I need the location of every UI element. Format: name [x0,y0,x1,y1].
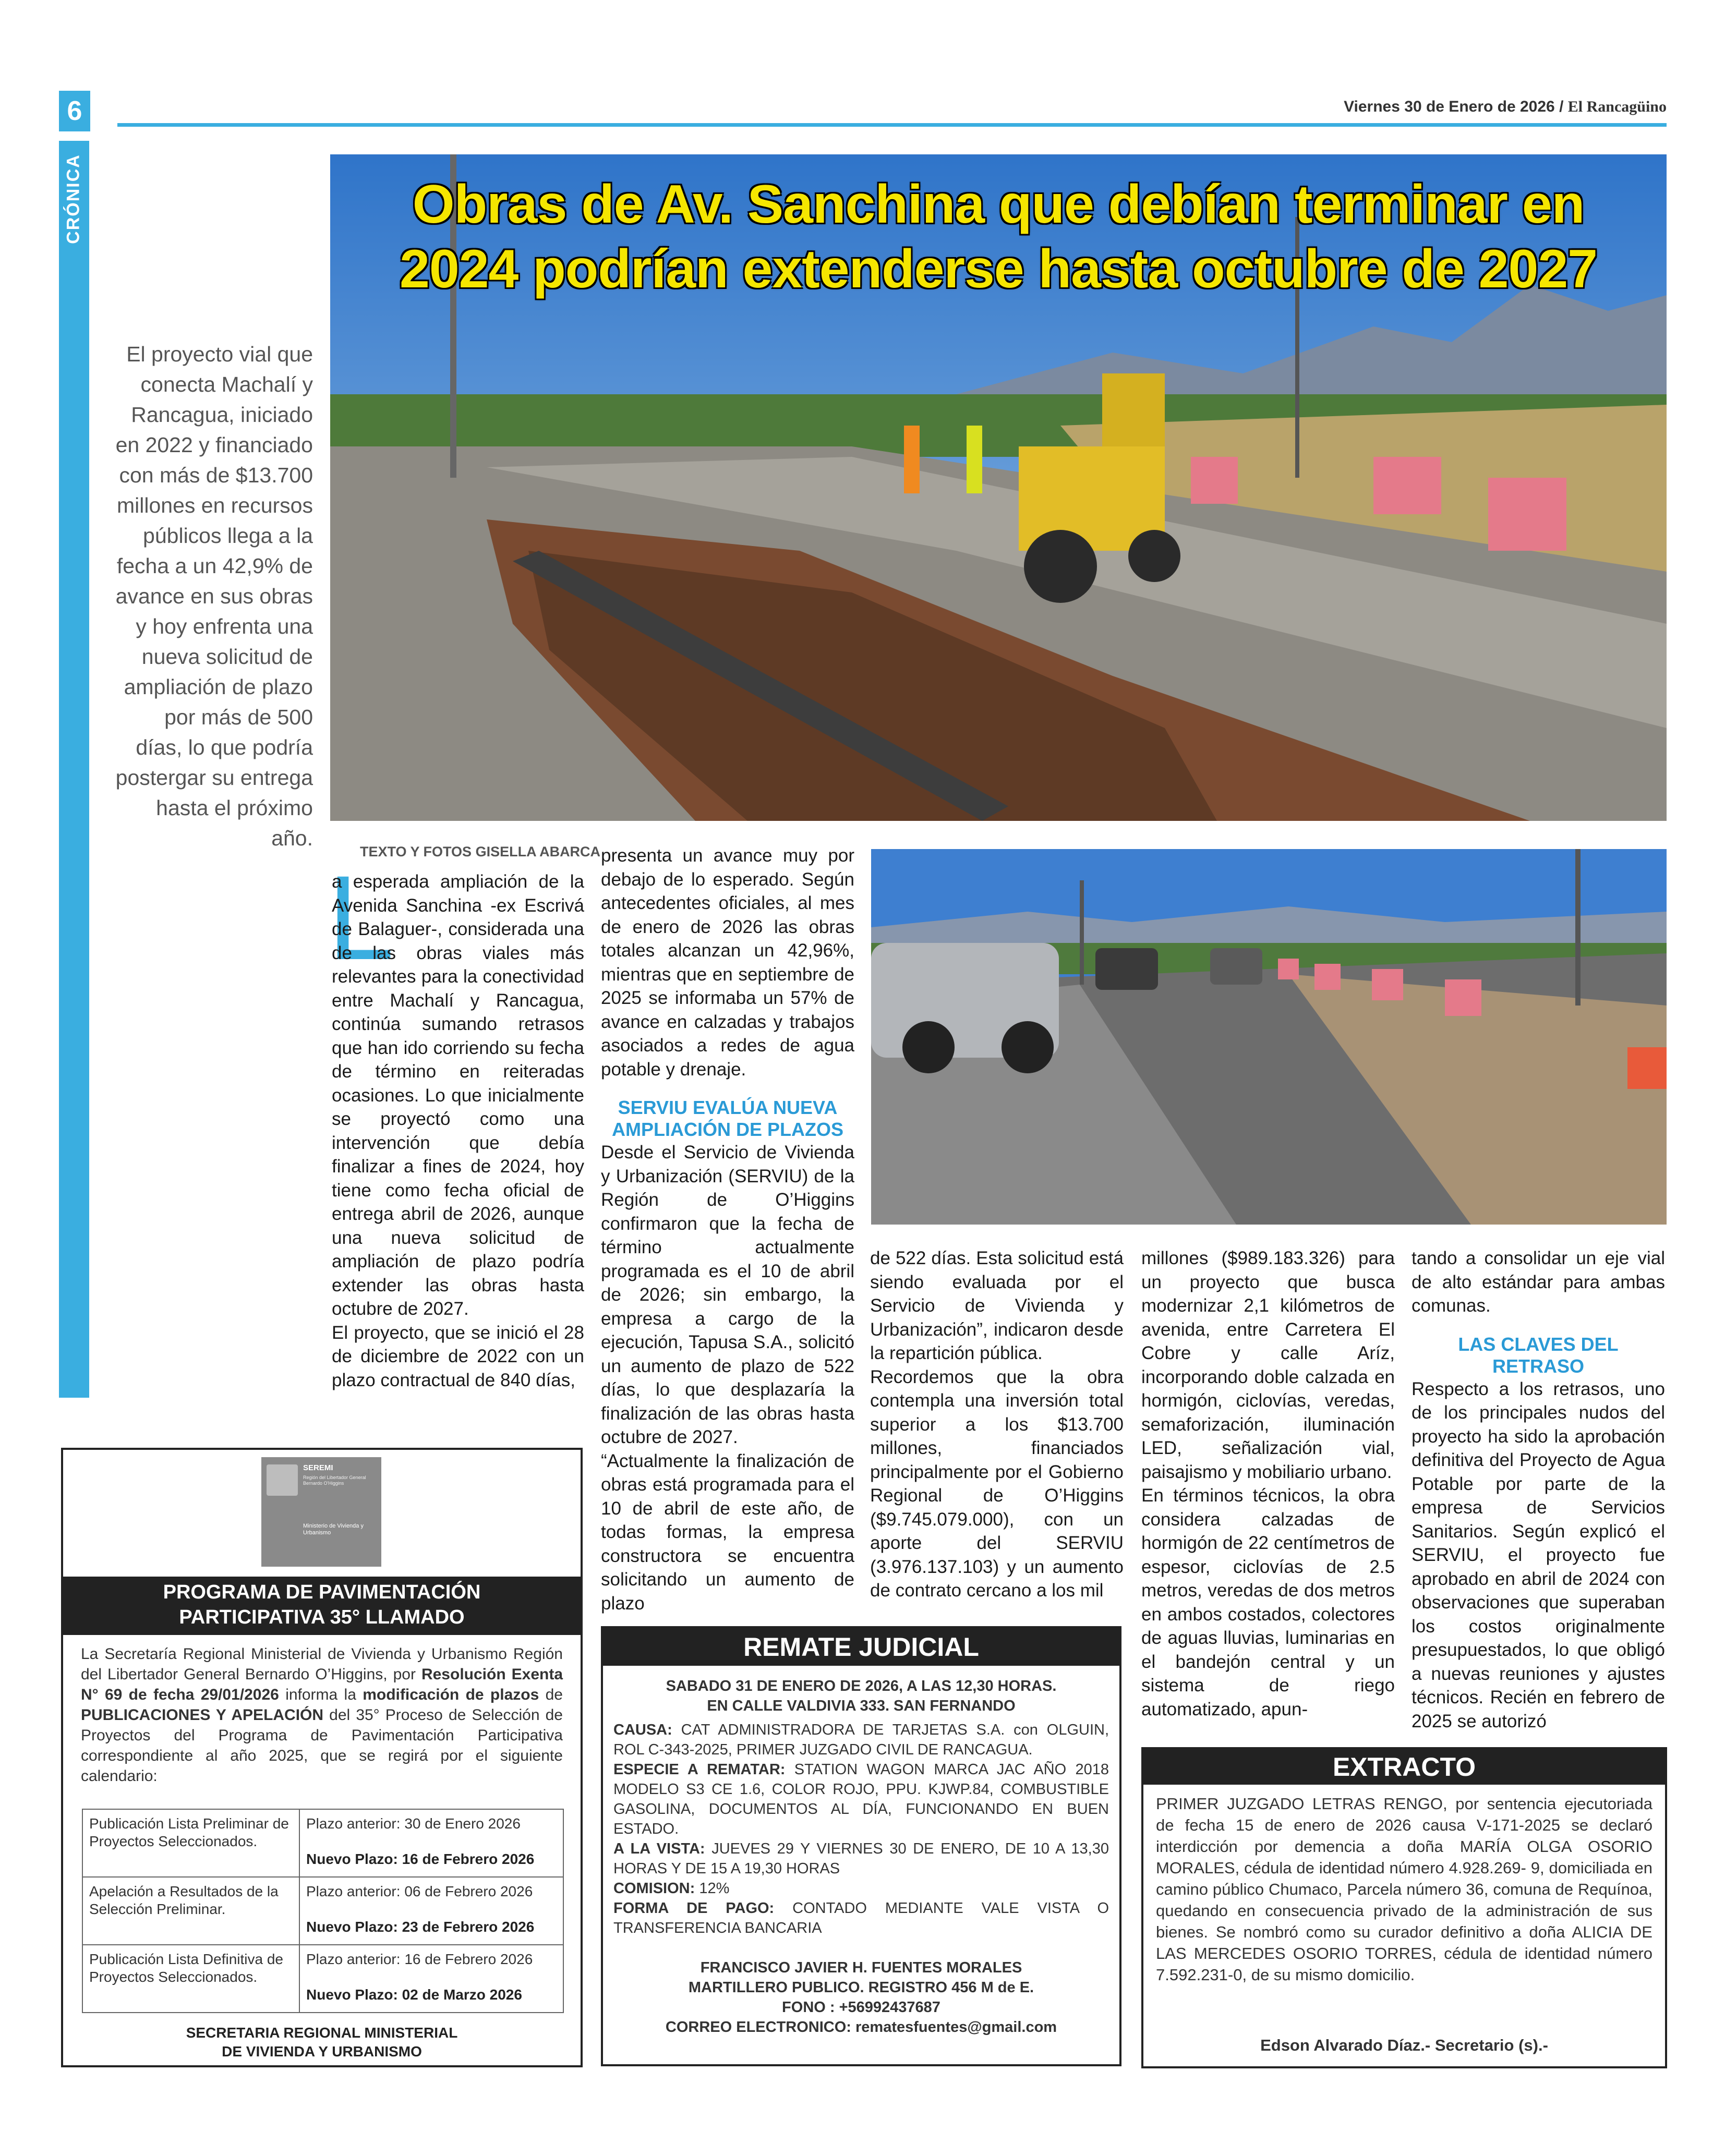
extracto-signature: Edson Alvarado Díaz.- Secretario (s).- [1260,2036,1548,2054]
paragraph: Respecto a los retrasos, uno de los principales nudos del proyecto ha sido la aprobación definitiva del Proyecto de Agua Potable por parte de la empresa de Servicios Sanitarios. Según explicó el SERVIU, el proyecto fue aprobado en abril de 2024 con observaciones que superaban los costos originalmente presupuestados, lo que obligó a nuevas reuniones y ajustes técnicos. Recién en febrero de 2025 se autorizó [1412,1378,1665,1731]
street-photo [871,849,1667,1225]
article-column-3 [870,1246,1124,1603]
paragraph: tando a consolidar un eje vial de alto estándar para ambas comunas. [1412,1248,1665,1316]
paragraph: millones ($989.183.326) para un proyecto que busca modernizar 2,1 kilómetros de avenida, entre Carretera El Cobre y calle Aríz, incorporando doble calzada en hormigón, ciclovías, veredas, semaforización, iluminación LED, señalización vial, paisajismo y mobiliario urbano. [1141,1248,1395,1482]
subhead-claves: LAS CLAVES DEL RETRASO [1458,1333,1619,1377]
paragraph: de 522 días. Esta solicitud está siendo evaluada por el Servicio de Vivienda y Urbanización”, indicaron desde la repartición pública. [870,1248,1124,1363]
article-column-2 [601,844,854,1615]
issue-date: Viernes 30 de Enero de 2026 [1344,98,1555,115]
extracto-ad [1141,1747,1667,2068]
seremi-logo: SEREMI Región del Libertador General Bernardo O'Higgins Ministerio de Vivienda y Urbanismo [261,1457,381,1567]
seremi-title: PROGRAMA DE PAVIMENTACIÓN PARTICIPATIVA 35° LLAMADO [63,1577,581,1635]
table-row: Publicación Lista Preliminar de Proyectos Seleccionados. Plazo anterior: 30 de Enero 2026 Nuevo Plazo: 16 de Febrero 2026 [82,1809,563,1877]
article-lead: El proyecto vial que conecta Machalí y Rancagua, iniciado en 2022 y financiado con más de $13.700 millones en recursos públicos llega a la fecha a un 42,9% de avance en sus obras y hoy enfrenta una nueva solicitud de ampliación de plazo por más de 500 días, lo que podría postergar su entrega hasta el próximo año. [115,342,313,850]
email-link[interactable]: rematesfuentes@gmail.com [855,2019,1057,2036]
paragraph: En términos técnicos, la obra considera calzadas de hormigón de 22 centímetros de espesor, ciclovías de 2.5 metros, veredas de dos metros en ambos costados, colectores de aguas lluvias, luminarias en el bandejón central y un sistema de riego automatizado, apun- [1141,1485,1395,1719]
coat-of-arms-icon [267,1464,298,1496]
seremi-intro: La Secretaría Regional Ministerial de Vivienda y Urbanismo Región del Libertador General Bernardo O’Higgins, por Resolución Exenta N° 69 de fecha 29/01/2026 informa la modificación de plazos de PUBLICACIONES Y APELACIÓN del 35° Proceso de Selección de Proyectos del Programa de Pavimentación Participativa correspondiente al año 2025, que se regirá por el siguiente calendario: [81,1645,563,1785]
extracto-title: EXTRACTO [1143,1749,1665,1785]
remate-details: CAUSA: CAT ADMINISTRADORA DE TARJETAS S.A. con OLGUIN, ROL C-343-2025, PRIMER JUZGADO CIVIL DE RANCAGUA. ESPECIE A REMATAR: STATION WAGON MARCA JAC AÑO 2018 MODELO S3 CE 1.6, COLOR ROJO, PPU. KJWP.84, COMBUSTIBLE GASOLINA, DOCUMENTOS AL DÍA, FUNCIONANDO EN BUEN ESTADO. A LA VISTA: JUEVES 29 Y VIERNES 30 DE ENERO, DE 10 A 13,30 HORAS Y DE 15 A 19,30 HORAS COMISION: 12% FORMA DE PAGO: CONTADO MEDIANTE VALE VISTA O TRANSFERENCIA BANCARIA [613,1722,1109,1936]
seremi-footer: SECRETARIA REGIONAL MINISTERIAL DE VIVIENDA Y URBANISMO [186,2025,458,2060]
remate-title: REMATE JUDICIAL [603,1628,1119,1666]
table-row: Apelación a Resultados de la Selección Preliminar. Plazo anterior: 06 de Febrero 2026 Nuevo Plazo: 23 de Febrero 2026 [82,1877,563,1945]
paragraph: Desde el Servicio de Vivienda y Urbanización (SERVIU) de la Región de O’Higgins confirmaron que la fecha de término actualmente programada es el 10 de abril de 2026; sin embargo, la empresa a cargo de la ejecución, Tapusa S.A., solicitó un aumento de plazo de 522 días, lo que desplazaría la finalización de las obras hasta octubre de 2027. [601,1142,854,1447]
extracto-body: PRIMER JUZGADO LETRAS RENGO, por sentencia ejecutoriada de fecha 15 de enero de 2026 causa V-171-2025 se declaró interdicción por demencia a doña MARÍA OLGA OSORIO MORALES, cédula de identidad número 4.928.269- 9, domiciliada en camino público Chumaco, Parcela número 36, comuna de Requínoa, quedando en consecuencia privado de la administración de sus bienes. Se nombró como su curador definitivo a doña ALICIA DE LAS MERCEDES OSORIO TORRES, cédula de identidad número 7.592.231-0, de su mismo domicilio. [1156,1795,1652,1984]
article-column-5 [1412,1246,1665,1733]
subhead-serviu: SERVIU EVALÚA NUEVA AMPLIACIÓN DE PLAZOS [611,1097,843,1140]
section-label: CRÓNICA [63,154,83,244]
table-row: Publicación Lista Definitiva de Proyectos Seleccionados. Plazo anterior: 16 de Febrero 2026 Nuevo Plazo: 02 de Marzo 2026 [82,1945,563,2013]
newspaper-name: El Rancagüino [1567,98,1667,115]
headline: Obras de Av. Sanchina que debían terminar en 2024 podrían extenderse hasta octubre de 2027 [399,174,1597,299]
calendar-table [82,1809,564,2013]
remate-ad [601,1626,1121,2066]
header-rule [117,123,1667,127]
article-column-4 [1141,1246,1395,1721]
paragraph: El proyecto, que se inició el 28 de diciembre de 2022 con un plazo contractual de 840 días, [332,1322,584,1390]
article-column-1 [332,870,584,1392]
header-dateline: Viernes 30 de Enero de 2026 / El Rancagüino [1344,98,1667,115]
remate-date: SABADO 31 DE ENERO DE 2026, A LAS 12,30 HORAS. EN CALLE VALDIVIA 333. SAN FERNANDO [666,1678,1057,1714]
paragraph: Recordemos que la obra contempla una inversión total superior a los $13.700 millones, financiados principalmente por el Gobierno Regional de O’Higgins ($9.745.079.000), con un aporte del SERVIU (3.976.137.103) y un aumento de contrato cercano a los mil [870,1366,1124,1601]
remate-contact: FRANCISCO JAVIER H. FUENTES MORALES MARTILLERO PUBLICO. REGISTRO 456 M de E. FONO : +56992437687 CORREO ELECTRONICO: rematesfuentes@gmail.com [665,1959,1057,2036]
page-number: 6 [59,91,90,131]
seremi-ad [61,1448,583,2067]
paragraph: a esperada ampliación de la Avenida Sanchina -ex Escrivá de Balaguer-, considerada una de las obras viales más relevantes para la conectividad entre Machalí y Rancagua, continúa sumando retrasos que han ido corriendo su fecha de término en reiteradas ocasiones. Lo que inicialmente se proyectó como una intervención que debía finalizar a fines de 2024, hoy tiene como fecha oficial de entrega abril de 2026, aunque una nueva solicitud de ampliación de plazo podría extender las obras hasta octubre de 2027. [332,871,584,1319]
paragraph: “Actualmente la finalización de obras está programada para el 10 de abril de este año, de todas formas, la empresa constructora se encuentra solicitando un aumento de plazo [601,1450,854,1614]
paragraph: presenta un avance muy por debajo de lo esperado. Según antecedentes oficiales, al mes de enero de 2026 las obras totales alcanzan un 42,96%, mientras que en septiembre de 2025 se informaba un 57% de avance en calzadas y trabajos asociados a redes de agua potable y drenaje. [601,845,854,1080]
drop-cap: L [328,851,394,985]
byline: TEXTO Y FOTOS GISELLA ABARCA [360,844,601,859]
section-sidebar [59,141,89,1398]
